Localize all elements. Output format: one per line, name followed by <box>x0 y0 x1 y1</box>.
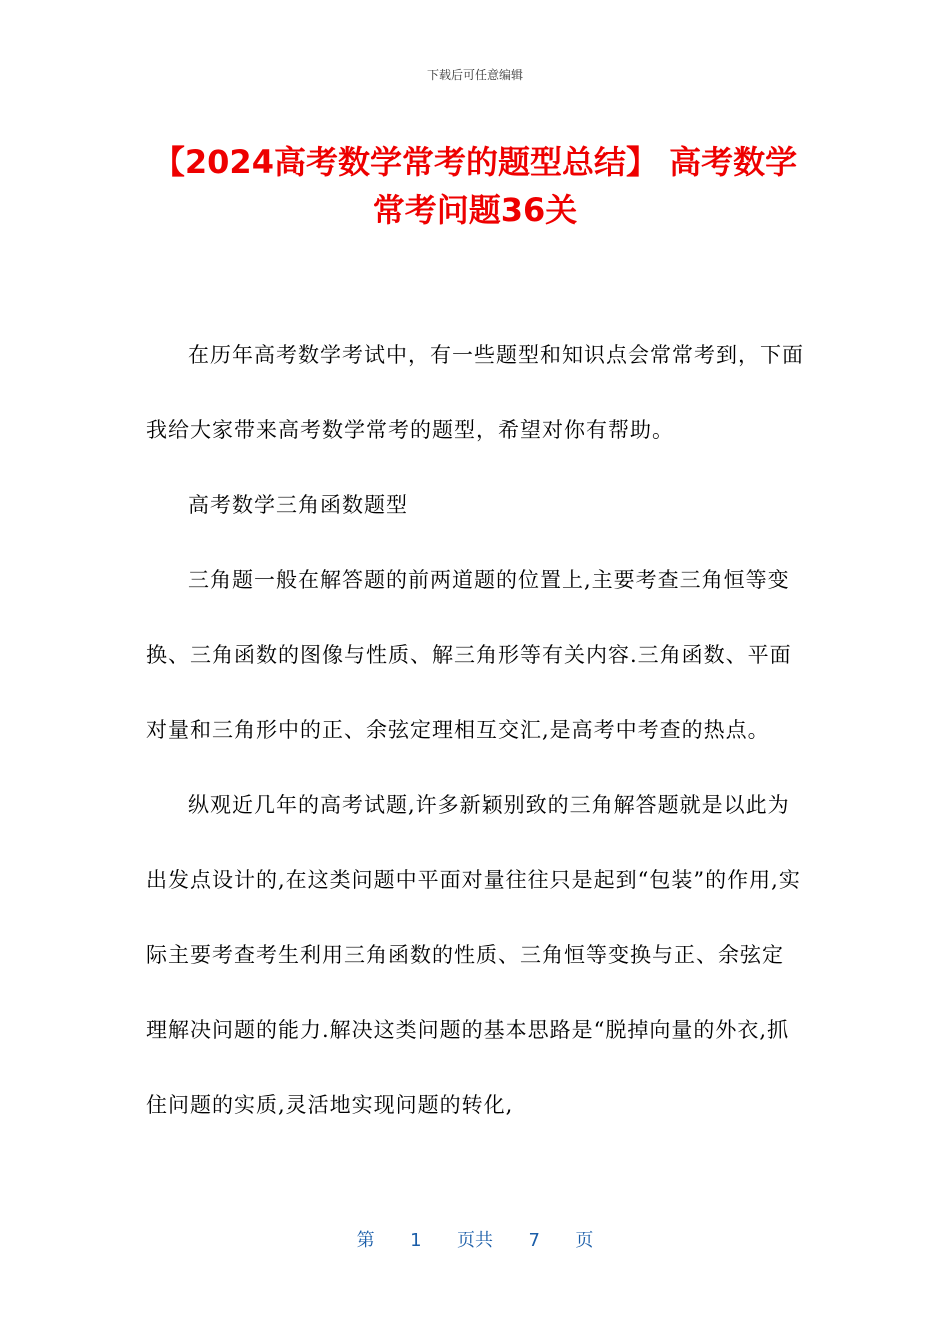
footer-page-total: 7 <box>528 1230 540 1251</box>
header-note: 下载后可任意编辑 <box>426 68 523 82</box>
footer-middle: 页共 <box>457 1230 493 1251</box>
page-footer <box>0 1226 950 1252</box>
footer-prefix: 第 <box>356 1230 375 1251</box>
section-heading: 高考数学三角函数题型 <box>188 493 408 517</box>
paragraph-trig-analysis: 纵观近几年的高考试题,许多新颖别致的三角解答题就是以此为出发点设计的,在这类问题中平面对量往往只是起到“包装”的作用,实际主要考查考生利用三角函数的性质、三角恒等变换与正、余弦定理解决问题的能力.解决这类问题的基本思路是“脱掉向量的外衣,抓住问题的实质,灵活地实现问题的转化, <box>146 793 801 1117</box>
document-title: 【2024高考数学常考的题型总结】 高考数学常考问题36关 <box>152 143 798 229</box>
footer-page-number: 1 <box>410 1230 422 1251</box>
paragraph-trig-overview: 三角题一般在解答题的前两道题的位置上,主要考查三角恒等变换、三角函数的图像与性质、解三角形等有关内容.三角函数、平面对量和三角形中的正、余弦定理相互交汇,是高考中考查的热点。 <box>146 568 792 742</box>
document-body <box>146 318 804 1143</box>
paragraph-intro: 在历年高考数学考试中，有一些题型和知识点会常常考到，下面我给大家带来高考数学常考的题型，希望对你有帮助。 <box>146 343 804 442</box>
footer-suffix: 页 <box>575 1230 594 1251</box>
